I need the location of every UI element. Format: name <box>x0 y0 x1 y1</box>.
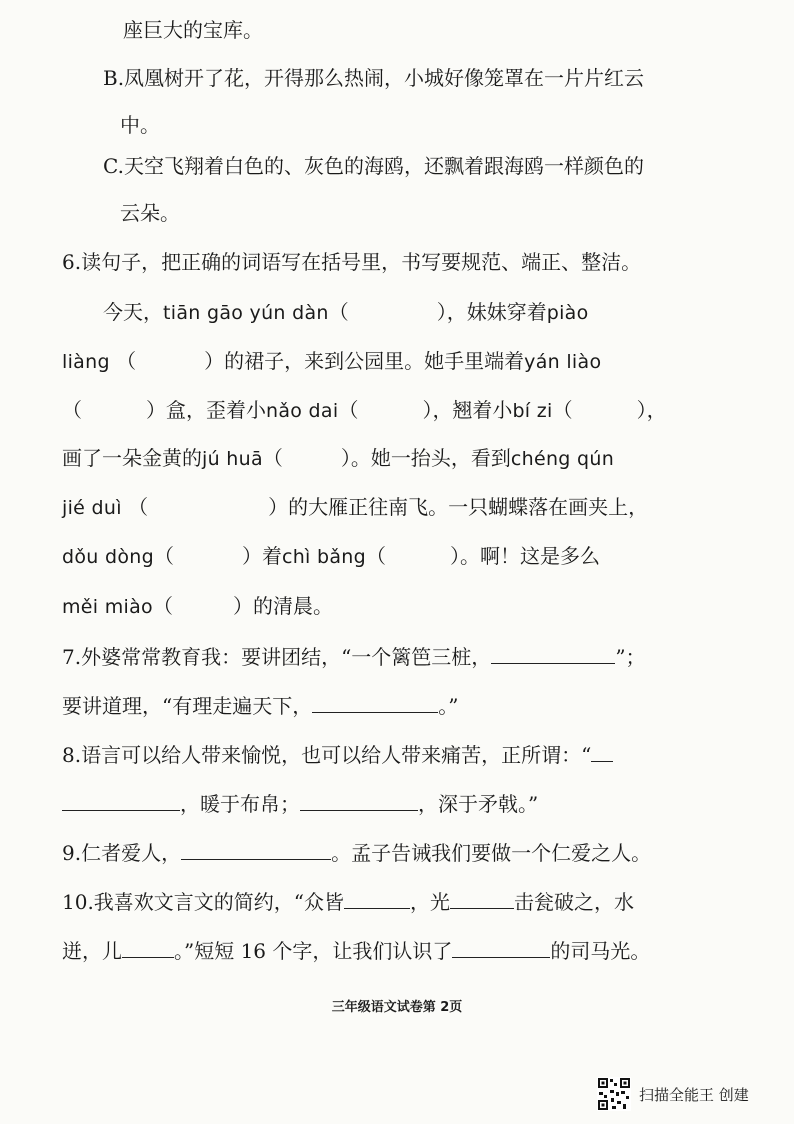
question-7-cont: 要讲道理，“有理走遍天下， 。” <box>62 694 459 718</box>
question-8-cont: ，暖于布帛； ，深于矛戟。” <box>62 790 538 818</box>
qr-code-icon <box>597 1077 631 1111</box>
option-b-cont: 中。 <box>120 113 160 137</box>
scanner-watermark <box>597 1077 749 1111</box>
question-10: 10.我喜欢文言文的简约，“众皆 ，光 击瓮破之，水 <box>62 890 635 914</box>
answer-blank[interactable] <box>344 890 410 909</box>
answer-blank[interactable] <box>491 645 615 664</box>
line-1: 座巨大的宝库。 <box>123 18 263 42</box>
q6-line-1: 今天，tiān gāo yún dàn（ ），妹妹穿着piào <box>103 300 589 324</box>
q6-line-7: měi miào（ ）的清晨。 <box>62 594 333 618</box>
answer-blank[interactable] <box>312 694 438 713</box>
option-c-cont: 云朵。 <box>120 201 180 225</box>
answer-blank[interactable] <box>62 792 180 811</box>
option-c: C.天空飞翔着白色的、灰色的海鸥，还飘着跟海鸥一样颜色的 <box>103 154 644 178</box>
answer-blank[interactable] <box>591 743 613 762</box>
page-footer: 三年级语文试卷第 2页 <box>331 1000 463 1015</box>
question-9: 9.仁者爱人， 。孟子告诫我们要做一个仁爱之人。 <box>62 841 652 865</box>
option-b: B.凤凰树开了花，开得那么热闹，小城好像笼罩在一片片红云 <box>103 66 645 90</box>
question-8: 8.语言可以给人带来愉悦，也可以给人带来痛苦，正所谓：“ <box>62 741 613 769</box>
answer-blank[interactable] <box>450 890 514 909</box>
answer-blank[interactable] <box>181 841 331 860</box>
answer-blank[interactable] <box>300 792 418 811</box>
q6-line-2: liàng （ ）的裙子，来到公园里。她手里端着yán liào <box>62 349 602 373</box>
question-6: 6.读句子，把正确的词语写在括号里，书写要规范、端正、整洁。 <box>62 250 642 274</box>
question-7: 7.外婆常常教育我：要讲团结，“一个篱笆三桩， ”； <box>62 645 646 669</box>
q6-line-5: jié duì （ ）的大雁正往南飞。一只蝴蝶落在画夹上， <box>62 495 649 519</box>
q6-line-4: 画了一朵金黄的jú huā（ ）。她一抬头，看到chéng qún <box>62 446 615 470</box>
answer-blank[interactable] <box>122 939 174 958</box>
answer-blank[interactable] <box>452 939 550 958</box>
q6-line-3: （ ）盒，歪着小nǎo dai（ ），翘着小bí zi（ ）， <box>62 398 667 422</box>
scanner-label: 扫描全能王 创建 <box>639 1085 749 1104</box>
q6-line-6: dǒu dòng（ ）着chì bǎng（ ）。啊！这是多么 <box>62 544 600 568</box>
question-10-cont: 迸，儿 。”短短 16 个字，让我们认识了 的司马光。 <box>62 939 651 963</box>
